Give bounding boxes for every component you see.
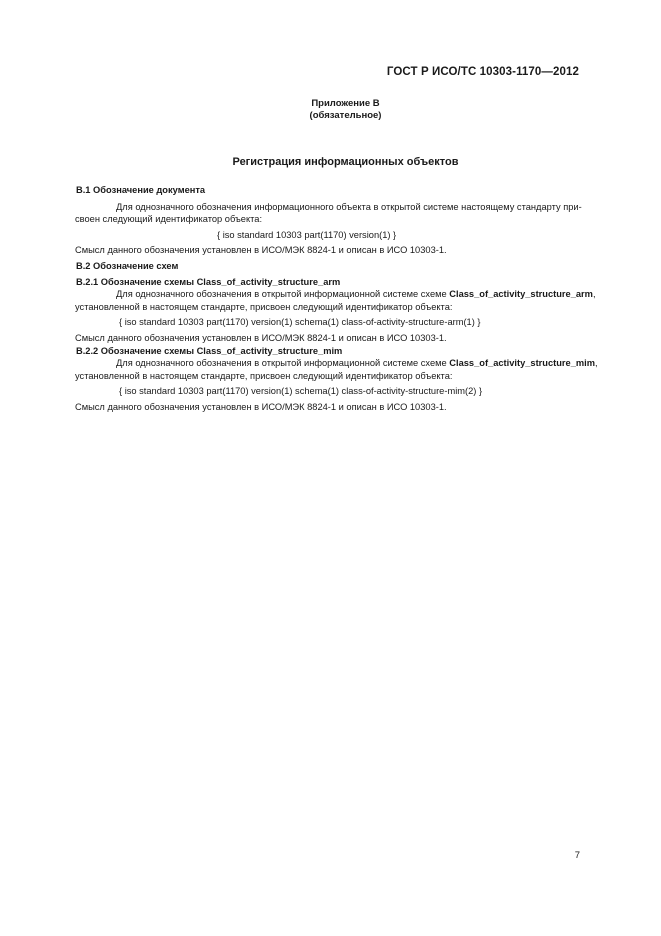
section-b21-oid: { iso standard 10303 part(1170) version(1) schema(1) class-of-activity-structure-arm(1) } — [119, 317, 481, 328]
page-number: 7 — [574, 850, 580, 861]
document-body — [75, 184, 598, 414]
section-b21-para-line1 — [75, 288, 596, 301]
section-b21-para-line2: установленной в настоящем стандарте, присвоен следующий идентификатор объекта: — [75, 301, 453, 312]
section-b1-heading: В.1 Обозначение документа — [76, 185, 206, 195]
section-b1-para-line2: своен следующий идентификатор объекта: — [75, 214, 263, 225]
section-b22-para-line1 — [75, 357, 598, 370]
schema-name-arm: Class_of_activity_structure_arm — [449, 289, 593, 300]
section-b22-paragraph — [75, 357, 598, 382]
annex-title: Приложение В — [311, 98, 380, 109]
annex-status: (обязательное) — [309, 110, 382, 121]
section-b21-paragraph — [75, 288, 596, 313]
section-b22-para-line1-pre: Для однозначного обозначения в открытой информационной системе схеме — [116, 358, 450, 369]
section-b1-meaning: Смысл данного обозначения установлен в ИСО/МЭК 8824-1 и описан в ИСО 10303-1. — [75, 245, 447, 256]
section-b22-oid: { iso standard 10303 part(1170) version(1) schema(1) class-of-activity-structure-mim(2) } — [119, 386, 483, 397]
section-b21-para-line1-post: , — [592, 289, 596, 300]
section-b1-oid: { iso standard 10303 part(1170) version(1) } — [217, 229, 397, 240]
section-b21-para-line1-pre: Для однозначного обозначения в открытой информационной системе схеме — [116, 289, 450, 300]
section-b1-paragraph — [75, 201, 583, 226]
section-b2-heading: В.2 Обозначение схем — [76, 260, 179, 271]
section-b1-para-line1: Для однозначного обозначения информационного объекта в открытой системе настоящему стандарту при- — [116, 201, 582, 212]
section-b21-meaning: Смысл данного обозначения установлен в ИСО/МЭК 8824-1 и описан в ИСО 10303-1. — [75, 332, 447, 343]
section-b21-heading: В.2.1 Обозначение схемы Class_of_activity_structure_arm — [76, 276, 341, 287]
section-b22-para-line2: установленной в настоящем стандарте, присвоен следующий идентификатор объекта: — [75, 370, 453, 381]
schema-name-mim: Class_of_activity_structure_mim — [449, 358, 595, 369]
section-b22-para-line1-post: , — [595, 358, 598, 369]
page-title: Регистрация информационных объектов — [232, 156, 459, 168]
annex-heading — [0, 98, 661, 122]
section-b22-heading: В.2.2 Обозначение схемы Class_of_activity_structure_mim — [76, 345, 343, 356]
section-b22-meaning: Смысл данного обозначения установлен в ИСО/МЭК 8824-1 и описан в ИСО 10303-1. — [75, 401, 447, 412]
document-header-id: ГОСТ Р ИСО/ТС 10303-1170—2012 — [386, 66, 579, 78]
